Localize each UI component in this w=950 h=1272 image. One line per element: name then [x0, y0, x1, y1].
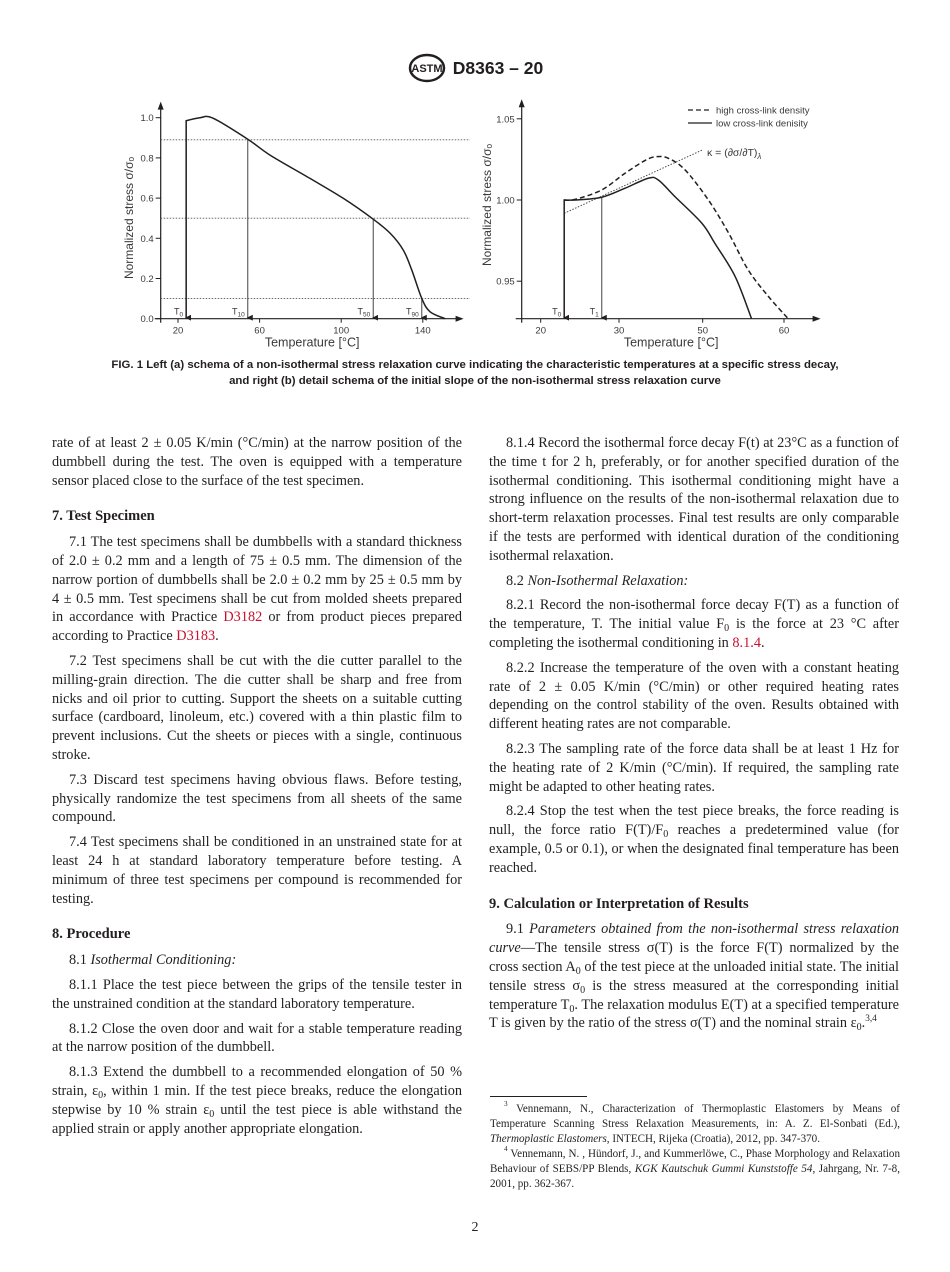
footnotes — [490, 1102, 900, 1193]
paragraph — [490, 1102, 900, 1147]
text-run: 8.2.2 Increase the temperature of the oven with a constant heating rate of 2 ± 0.05 K/min (°C/min) or other required heating rates depending on the control stability of the oven. Results obtained with different heating rates are not comparable. — [489, 659, 899, 733]
y-tick-label: 0.95 — [496, 276, 515, 288]
temperature-marker-label — [590, 307, 600, 319]
y-tick-label: 1.05 — [496, 114, 515, 126]
y-tick-label: 0.0 — [140, 314, 154, 326]
text-run: Parameters obtained from the non-isothermal stress relaxation curve — [489, 921, 899, 957]
reference-link[interactable]: 8.1.4 — [732, 634, 761, 651]
text-run: , INTECH, Rijeka (Croatia), 2012, pp. 347-370. — [606, 1133, 821, 1146]
y-tick-label: 0.6 — [140, 193, 154, 205]
text-run: 0 — [724, 623, 730, 635]
text-run: Vennemann, N., Characterization of Thermoplastic Elastomers by Means of Temperature Scanning Stress Relaxation Measurements, in: A. Z. El-Sonbati (Ed.), — [490, 1103, 900, 1131]
marker-label-main: T — [406, 306, 412, 317]
y-axis-label: Normalized stress σ/σₒ — [480, 143, 494, 267]
y-axis-arrow — [519, 99, 525, 107]
x-axis-label: Temperature [°C] — [623, 335, 719, 350]
svg-text:ASTM: ASTM — [411, 63, 443, 75]
text-run: 9. Calculation or Interpretation of Results — [489, 895, 749, 912]
paragraph — [490, 1147, 900, 1192]
text-run: 0 — [856, 1022, 862, 1034]
paragraph — [52, 434, 462, 490]
paragraph — [52, 771, 462, 827]
paragraph — [52, 1020, 462, 1058]
text-run: . — [761, 634, 765, 651]
y-tick-label: 1.0 — [140, 113, 154, 125]
text-run: Non-Isothermal Relaxation: — [527, 572, 689, 589]
marker-label-main: T — [552, 306, 558, 317]
y-axis-arrow — [158, 102, 164, 110]
y-tick-label: 0.2 — [140, 274, 154, 285]
text-run: , Jahrgang, Nr. 7-8, 2001, pp. 362-367. — [490, 1163, 900, 1191]
chart-0 — [122, 102, 470, 350]
x-tick-label: 50 — [697, 325, 708, 337]
marker-label-sub: 90 — [411, 311, 419, 319]
text-run: 8.1.4 Record the isothermal force decay F(t) at 23°C as a function of the time t for 2 h, preferably, or for another specified duration of the isothermal conditioning. This isothermal conditioning might have a strong influence on the results of the non-isothermal relaxation due to short-term relaxation processes. Final test results are only comparable if the tests are performed with identical duration of the conditioning isothermal relaxation. — [489, 435, 899, 564]
page-number: 2 — [471, 1220, 479, 1235]
temperature-marker-label — [552, 307, 562, 319]
text-run: 7.1 The test specimens shall be dumbbells with a standard thickness of 2.0 ± 0.2 mm and a length of 75 ± 0.5 mm. The dimension of the narrow portion of dumbbells shall be 2.0 ± 0.2 mm by 25 ± 0.5 mm by 4 ± 0.5 mm. Test specimens shall be cut from molded sheets prepared in accordance with Practice — [52, 534, 462, 626]
x-axis-arrow — [456, 316, 464, 322]
text-run: 8.2.4 Stop the test when the test piece breaks, the force reading is null, the force ratio F(T)/F — [489, 803, 899, 839]
text-run: 8.1 — [69, 952, 91, 969]
temperature-marker-label — [174, 307, 184, 319]
legend-entry: low cross-link denisity — [716, 118, 808, 130]
text-run: 7.3 Discard test specimens having obvious flaws. Before testing, physically randomize the test specimens from all sheets of the same compound. — [52, 771, 462, 826]
text-run: Vennemann, N. , Hündorf, J., and Kummerlöwe, C., Phase Morphology and Relaxation Behaviour of SEBS/PP Blends, — [490, 1148, 900, 1176]
text-run: KGK Kautschuk Gummi Kunststoffe 54 — [634, 1163, 813, 1176]
text-run: 8.2.3 The sampling rate of the force data shall be at least 1 Hz for the heating rate of 2 K/min (°C/min). If required, the sampling rate might be adapted to other heating rates. — [489, 740, 899, 795]
footnote-ref: 3 — [504, 1100, 508, 1108]
x-axis-label: Temperature [°C] — [264, 335, 360, 350]
text-run: 8.1.2 Close the oven door and wait for a stable temperature reading at the narrow position of the dumbbell. — [52, 1020, 462, 1056]
y-tick-label: 1.00 — [496, 195, 515, 207]
paragraph — [489, 572, 899, 591]
x-tick-label: 100 — [333, 325, 350, 337]
y-tick-label: 0.4 — [140, 233, 154, 245]
text-run: 8.1.1 Place the test piece between the grips of the tensile tester in the unstrained condition at the standard laboratory temperature. — [52, 976, 462, 1012]
text-run: 7. Test Specimen — [52, 508, 155, 525]
section-heading — [489, 895, 899, 914]
left-column — [52, 434, 462, 1144]
text-run: . — [215, 628, 219, 645]
footnote-divider — [490, 1096, 587, 1097]
x-tick-label: 60 — [254, 325, 265, 337]
text-run: 8.2.1 Record the non-isothermal force decay F(T) as a function of the temperature, T. The initial value F — [489, 597, 899, 633]
slope-formula: κ = (∂σ/∂T) — [707, 147, 758, 159]
text-run: 9.1 — [506, 921, 530, 938]
text-run: until the test piece is able withstand the applied strain or apply another appropriate elongation. — [52, 1101, 462, 1137]
paragraph — [489, 659, 899, 734]
slope-annotation — [707, 147, 761, 161]
text-run: 0 — [209, 1108, 215, 1120]
text-run: 8.2 — [506, 572, 528, 589]
text-run: reaches a predetermined value (for example, 0.5 or 0.1), or when the designated final temperature has been reached. — [489, 822, 899, 876]
text-run: , within 1 min. If the test piece breaks, reduce the elongation stepwise by 10 % strain ε — [52, 1082, 462, 1118]
paragraph — [52, 833, 462, 908]
paragraph — [489, 740, 899, 796]
marker-label-sub: 50 — [362, 311, 371, 319]
text-run: . — [861, 1015, 866, 1032]
figure-caption — [52, 357, 898, 389]
text-run: . The relaxation modulus E(T) at a specified temperature T is given by the ratio of the stress σ(T) and the nominal strain ε — [489, 996, 899, 1032]
x-axis-arrow — [813, 316, 821, 322]
text-run: or from product pieces prepared according to Practice — [52, 609, 462, 645]
x-tick-label: 20 — [172, 325, 184, 337]
legend-entry: high cross-link density — [716, 105, 810, 117]
figure-1-charts — [0, 0, 950, 350]
text-run: —The tensile stress σ(T) is the force F(T) normalized by the cross section A — [489, 940, 899, 975]
marker-label-main: T — [174, 306, 180, 317]
text-run: 8.1.3 Extend the dumbbell to a recommended elongation of 50 % strain, ε — [52, 1064, 462, 1099]
text-run: 7.2 Test specimens shall be cut with the die cutter parallel to the milling-grain direction. The die cutter shall be sharp and free from nicks and oil prior to cutting. Support the sheets on a suitable cutting surface (cardboard, linoleum, etc.) covered with a thin plastic film to prevent inclusions. Cut the sheets or pieces with a single, continuous stroke. — [52, 652, 462, 763]
paragraph — [489, 434, 899, 566]
marker-label-main: T — [232, 306, 238, 317]
paragraph — [489, 920, 899, 1033]
marker-label-sub: 0 — [557, 311, 562, 319]
marker-label-sub: 1 — [595, 311, 599, 319]
temperature-marker-label — [357, 307, 370, 319]
section-heading — [52, 925, 462, 944]
y-tick-label: 0.8 — [140, 153, 154, 165]
text-run: 0 — [98, 1089, 104, 1101]
slope-subscript: λ — [757, 152, 762, 161]
reference-link[interactable]: D3183 — [176, 628, 216, 645]
y-axis-label: Normalized stress σ/σₒ — [122, 156, 136, 280]
paragraph — [52, 951, 462, 970]
x-tick-label: 140 — [414, 325, 431, 337]
marker-label-sub: 0 — [179, 311, 184, 319]
caption-line-1: FIG. 1 Left (a) schema of a non-isothermal stress relaxation curve indicating the characteristic temperatures at a specific stress decay, — [111, 359, 839, 371]
marker-label-sub: 10 — [237, 311, 245, 319]
paragraph — [489, 596, 899, 652]
temperature-marker-label — [406, 307, 419, 319]
series-line-stress-relaxation-curve — [186, 116, 445, 318]
paragraph — [52, 533, 462, 646]
text-run: 8. Procedure — [52, 926, 131, 943]
text-run: 0 — [580, 984, 586, 996]
reference-link[interactable]: D3182 — [223, 609, 263, 626]
right-column — [489, 434, 899, 1039]
marker-label-main: T — [357, 306, 363, 317]
section-heading — [52, 507, 462, 526]
paragraph — [52, 976, 462, 1014]
caption-line-2: and right (b) detail schema of the initial slope of the non-isothermal stress relaxation curve — [229, 375, 721, 387]
chart-1 — [480, 99, 821, 349]
series-line-low-cross-link-denisity — [564, 177, 751, 318]
x-tick-label: 20 — [535, 325, 546, 337]
text-run: is the force at 23 °C after completing the isothermal conditioning in — [489, 616, 899, 651]
standard-designation: D8363 – 20 — [452, 57, 544, 78]
text-run: 0 — [663, 829, 669, 841]
paragraph — [52, 652, 462, 765]
x-tick-label: 30 — [613, 325, 625, 337]
text-run: 0 — [569, 1003, 575, 1015]
paragraph — [52, 1063, 462, 1138]
marker-label-main: T — [589, 306, 596, 317]
text-run: of the test piece at the unloaded initial state. The initial tensile stress σ — [489, 958, 899, 994]
footnote-ref: 3,4 — [865, 1014, 877, 1025]
x-tick-label: 60 — [778, 325, 790, 337]
text-run: rate of at least 2 ± 0.05 K/min (°C/min) at the narrow position of the dumbbell during the test. The oven is equipped with a temperature sensor placed close to the surface of the test specimen. — [52, 435, 462, 489]
text-run: 0 — [575, 965, 581, 977]
text-run: is the stress measured at the corresponding initial temperature T — [489, 977, 899, 1013]
text-run: Isothermal Conditioning: — [90, 952, 237, 969]
paragraph — [489, 802, 899, 877]
text-run: Thermoplastic Elastomers — [490, 1133, 607, 1146]
series-line-high-cross-link-density — [564, 156, 788, 318]
text-run: 7.4 Test specimens shall be conditioned in an unstrained state for at least 24 h at standard laboratory temperature before testing. A minimum of three test specimens per compound is recommended for testing. — [52, 834, 462, 907]
footnote-ref: 4 — [504, 1145, 508, 1154]
temperature-marker-label — [232, 307, 245, 319]
